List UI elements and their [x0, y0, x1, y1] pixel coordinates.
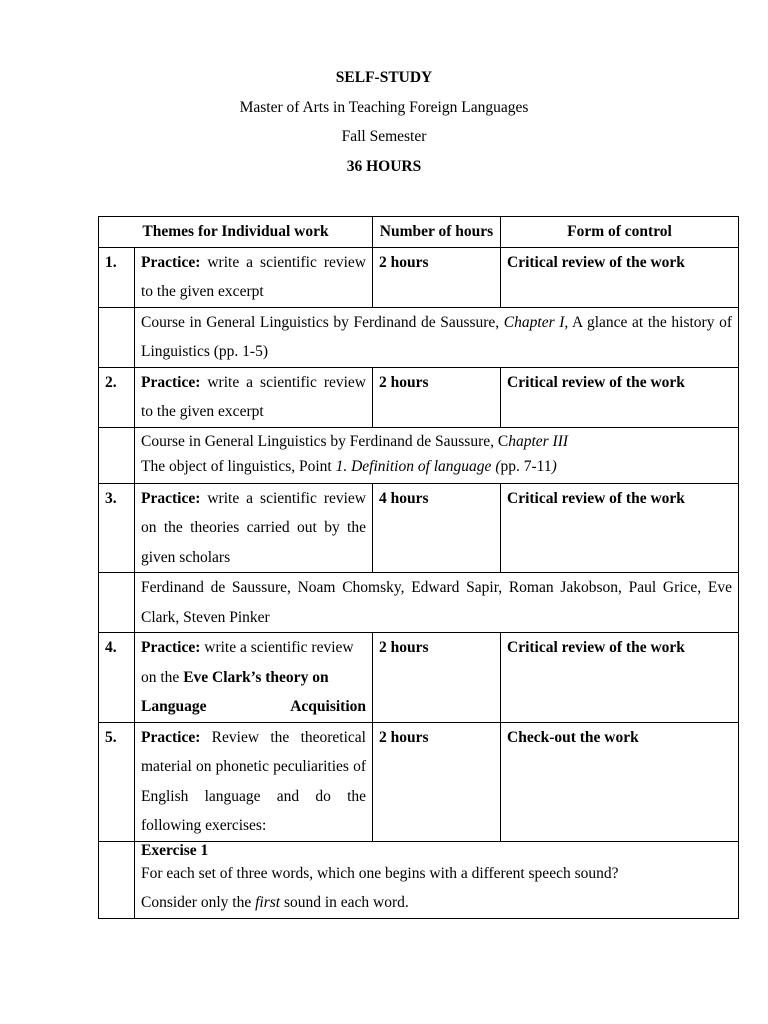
table-row [99, 722, 739, 841]
reference-cell [135, 307, 739, 367]
row-number: 5. [99, 722, 135, 841]
control-cell: Check-out the work [501, 722, 739, 841]
practice-text: Review the theoretical material on phonetic peculiarities of English language and do the following exercises: [141, 728, 366, 834]
control-cell: Critical review of the work [501, 633, 739, 723]
reference-text: The object of linguistics, Point [141, 457, 336, 475]
practice-label: Practice: [141, 639, 201, 656]
empty-cell [99, 427, 135, 483]
hours-cell: 2 hours [373, 247, 501, 307]
exercise-note-text: Consider only the [141, 894, 256, 911]
header-number-of-hours: Number of hours [373, 217, 501, 248]
reference-text: A glance at the history of Linguistics (pp. 1-5) [141, 313, 732, 360]
reference-text: Course in General Linguistics by Ferdinand de Saussure, C [141, 432, 509, 450]
row-number: 2. [99, 367, 135, 427]
practice-cell [135, 483, 373, 573]
hours-cell: 2 hours [373, 722, 501, 841]
exercise-row [99, 841, 739, 918]
row-number: 4. [99, 633, 135, 723]
practice-label: Practice: [141, 728, 201, 746]
practice-cell [135, 367, 373, 427]
reference-chapter: hapter III [508, 432, 569, 450]
exercise-instruction: For each set of three words, which one begins with a different speech sound? [141, 864, 619, 882]
practice-text: write a scientific review to the given excerpt [141, 253, 366, 300]
exercise-note [141, 888, 732, 918]
exercise-title: Exercise 1 [141, 841, 209, 859]
practice-label: Practice: [141, 373, 201, 391]
total-hours: 36 HOURS [346, 158, 422, 175]
self-study-table [98, 216, 739, 919]
reference-point: 1. Definition of language ( [335, 457, 501, 475]
reference-text: Course in General Linguistics by Ferdinand de Saussure, [141, 313, 504, 331]
table-row [99, 483, 739, 573]
control-cell: Critical review of the work [501, 483, 739, 573]
reference-line [141, 454, 732, 479]
reference-row [99, 307, 739, 367]
row-number: 1. [99, 247, 135, 307]
exercise-note-emphasis: first [255, 894, 281, 911]
practice-text: write a scientific review to the given excerpt [141, 373, 366, 420]
reference-row [99, 573, 739, 633]
row-number: 3. [99, 483, 135, 573]
reference-close: ) [551, 457, 557, 475]
practice-label: Practice: [141, 489, 201, 507]
empty-cell [99, 307, 135, 367]
semester-label: Fall Semester [341, 128, 427, 145]
hours-cell: 4 hours [373, 483, 501, 573]
header-themes: Themes for Individual work [99, 217, 373, 248]
reference-line [141, 429, 732, 454]
table-row [99, 367, 739, 427]
table-header-row [99, 217, 739, 248]
practice-cell [135, 722, 373, 841]
reference-pages: pp. 7-11 [500, 457, 552, 475]
hours-cell: 2 hours [373, 633, 501, 723]
practice-topic: Eve Clark’s theory on Language Acquisition [141, 668, 366, 715]
practice-cell [135, 247, 373, 307]
exercise-note-text: sound in each word. [280, 894, 409, 911]
header-form-of-control: Form of control [501, 217, 739, 248]
hours-cell: 2 hours [373, 367, 501, 427]
reference-cell [135, 427, 739, 483]
reference-cell: Ferdinand de Saussure, Noam Chomsky, Edward Sapir, Roman Jakobson, Paul Grice, Eve Clark, Steven Pinker [135, 573, 739, 633]
exercise-cell [135, 841, 739, 918]
empty-cell [99, 573, 135, 633]
practice-label: Practice: [141, 253, 201, 271]
program-name: Master of Arts in Teaching Foreign Languages [239, 99, 529, 116]
table-row [99, 633, 739, 723]
practice-cell [135, 633, 373, 723]
page-title: SELF-STUDY [335, 69, 433, 86]
practice-text: write a scientific review on the [141, 639, 354, 686]
reference-chapter: Chapter I, [503, 313, 569, 331]
table-row [99, 247, 739, 307]
practice-text: write a scientific review on the theories carried out by the given scholars [141, 489, 366, 566]
control-cell: Critical review of the work [501, 247, 739, 307]
empty-cell [99, 841, 135, 918]
reference-row [99, 427, 739, 483]
control-cell: Critical review of the work [501, 367, 739, 427]
